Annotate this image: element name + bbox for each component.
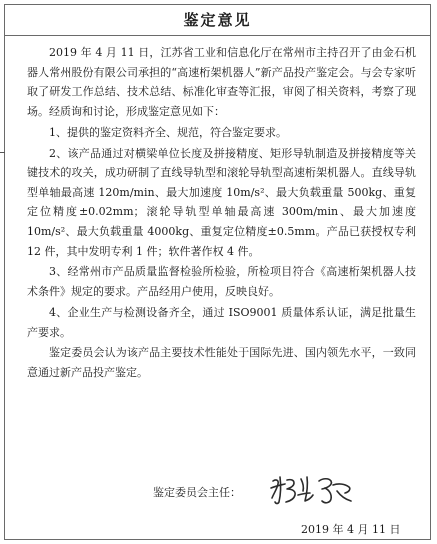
margin-mark bbox=[0, 152, 5, 153]
document-body bbox=[27, 43, 416, 384]
paragraph-item-3: 3、经常州市产品质量监督检验所检验，所检项目符合《高速桁架机器人技术条件》规定的要求。产品经用户使用，反映良好。 bbox=[27, 265, 416, 299]
document-title: 鉴定意见 bbox=[183, 11, 252, 29]
paragraph-item-1: 1、提供的鉴定资料齐全、规范，符合鉴定要求。 bbox=[49, 125, 287, 139]
paragraph-conclusion: 鉴定委员会认为该产品主要技术性能处于国际先进、国内领先水平，一致同意通过新产品投产鉴定。 bbox=[27, 346, 416, 379]
document-date: 2019 年 4 月 11 日 bbox=[301, 523, 401, 536]
paragraph-item-4: 4、企业生产与检测设备齐全，通过 ISO9001 质量体系认证，满足批量生产要求。 bbox=[27, 305, 416, 339]
document-page bbox=[4, 4, 431, 540]
signer-label: 鉴定委员会主任： bbox=[153, 486, 241, 499]
paragraph-intro: 2019 年 4 月 11 日，江苏省工业和信息化厅在常州市主持召开了由金石机器人常州股份有限公司承担的“高速桁架机器人”新产品投产鉴定会。与会专家听取了研发工作总结、技术总结、标准化审查等汇报，审阅了相关资料，考察了现场。经质询和讨论，形成鉴定意见如下： bbox=[27, 46, 416, 118]
handwritten-signature bbox=[267, 471, 359, 507]
title-divider bbox=[5, 35, 430, 36]
paragraph-item-2: 2、该产品通过对横梁单位长度及拼接精度、矩形导轨制造及拼接精度等关键技术的攻关，成功研制了直线导轨型和滚轮导轨型高速桁架机器人。直线导轨型单轴最高速 120m/min、最大加速度 10m/s²、最大负载重量 500kg、重复定位精度±0.02mm；滚轮导轨型单轴最高速 300m/min、最大加速度 10m/s²、最大负载重量 4000kg、重复定位精度±0.5mm。产品已获授权专利 12 件，其中发明专利 1 件；软件著作权 4 件。 bbox=[27, 146, 416, 258]
